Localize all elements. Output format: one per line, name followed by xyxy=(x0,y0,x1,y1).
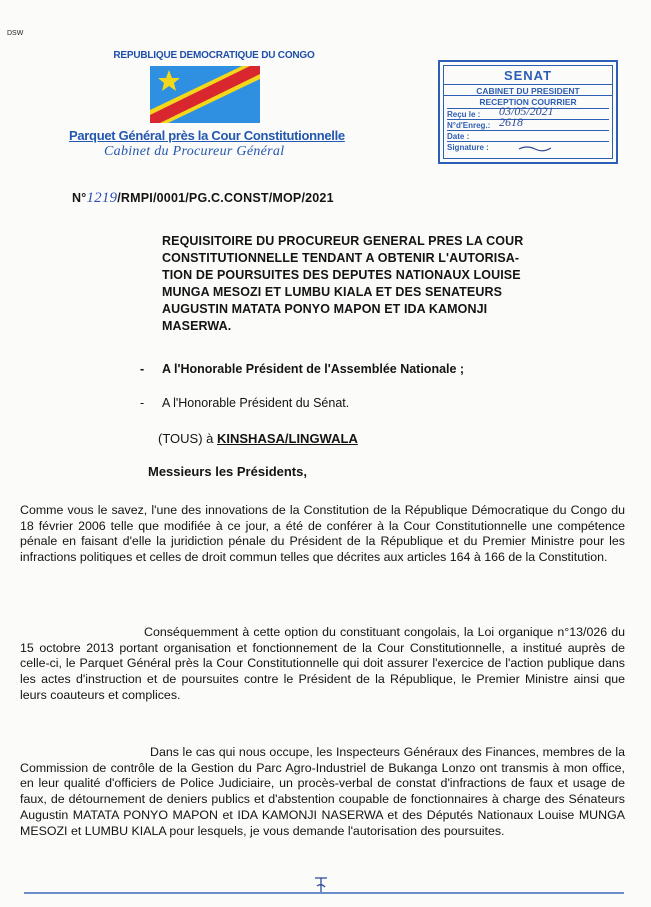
stamp-enreg-value: 2618 xyxy=(499,115,523,129)
signature-scribble-icon xyxy=(517,143,557,153)
addressee-dash: - xyxy=(140,362,145,376)
paragraph-text: Dans le cas qui nous occupe, les Inspecteurs Généraux des Finances, membres de la Commission de contrôle de la Gestion du Parc Agro-Industriel de Bukanga Lonzo ont transmis à mon office, en leur qualité d'officiers de Police Judiciaire, un procès-verbal de constat d'infractions de faux et usage de faux, de détournement de deniers publics et d'abstention coupable de fonctionnaires à charge des Sénateurs Augustin MATATA PONYO MAPON et IDA KAMONJI NASERWA et des Députés Nationaux Louise MUNGA MESOZI et LUMBU KIALA pour lesquels, je vous demande l'autorisation des poursuites. xyxy=(20,745,625,838)
republic-heading: REPUBLIQUE DEMOCRATIQUE DU CONGO xyxy=(113,50,315,61)
addressee-dash: - xyxy=(140,396,145,410)
corner-note: DSW xyxy=(7,30,24,37)
paragraph-3 xyxy=(20,745,625,839)
reference-suffix: /RMPI/0001/PG.C.CONST/MOP/2021 xyxy=(117,191,334,205)
reference-handwritten: 1219 xyxy=(86,190,118,206)
title-line: MASERWA. xyxy=(162,319,232,333)
stamp-signature-row xyxy=(447,141,609,153)
stamp-line-1: CABINET DU PRESIDENT xyxy=(444,84,612,96)
addressee-senat xyxy=(140,396,349,410)
stamp-recu-label: Reçu le : xyxy=(447,110,481,119)
title-line: MUNGA MESOZI ET LUMBU KIALA ET DES SENATEURS xyxy=(162,285,503,299)
stamp-signature-label: Signature : xyxy=(447,143,489,152)
title-line: CONSTITUTIONNELLE TENDANT A OBTENIR L'AUTORISA- xyxy=(162,251,520,265)
stamp-enreg-label: N°d'Enreg.: xyxy=(447,121,491,130)
reference-prefix: N° xyxy=(72,191,87,205)
paragraph-1 xyxy=(20,503,625,566)
tous-line xyxy=(158,431,358,446)
title-line: REQUISITOIRE DU PROCUREUR GENERAL PRES LA COUR xyxy=(162,234,524,248)
addressee-assemblee xyxy=(140,362,464,376)
drc-flag-icon xyxy=(150,66,260,123)
paragraph-text: Conséquemment à cette option du constituant congolais, la Loi organique n°13/026 du 15 octobre 2013 portant organisation et fonctionnement de la Cour Constitutionnelle, a institué auprès de celle-ci, le Parquet Général près la Cour Constitutionnelle qui doit assurer l'exercice de l'action publique dans les actes d'instruction et de poursuites contre le Président de la République, le Premier Ministre ainsi que leurs coauteurs et complices. xyxy=(20,625,625,702)
stamp-title: SENAT xyxy=(503,68,553,83)
salutation: Messieurs les Présidents, xyxy=(148,464,307,479)
paragraph-2 xyxy=(20,625,625,704)
initials-mark-icon xyxy=(312,874,330,894)
stamp-date-label: Date : xyxy=(447,132,470,141)
stamp-line-2: RECEPTION COURRIER xyxy=(444,95,612,107)
title-line: TION DE POURSUITES DES DEPUTES NATIONAUX LOUISE xyxy=(162,268,521,282)
title-line: AUGUSTIN MATATA PONYO MAPON ET IDA KAMONJI xyxy=(162,302,488,316)
senat-reception-stamp xyxy=(438,60,618,164)
tous-place: KINSHASA/LINGWALA xyxy=(217,431,358,446)
cabinet-heading: Cabinet du Procureur Général xyxy=(104,144,285,159)
addressee-text: A l'Honorable Président du Sénat. xyxy=(162,396,350,410)
reference-number xyxy=(72,190,334,207)
addressee-text: A l'Honorable Président de l'Assemblée Nationale ; xyxy=(162,362,465,376)
paragraph-text: Comme vous le savez, l'une des innovations de la Constitution de la République Démocratique du Congo du 18 février 2006 telle que modifiée à ce jour, a été de conférer à la Cour Constitutionnelle une compétence pénale en faisant d'elle la juridiction pénale du Président de la République et du Premier Ministre pour les infractions politiques et celles de droit commun telles que décrites aux articles 164 à 166 de la Constitution. xyxy=(20,503,625,565)
parquet-heading: Parquet Général près la Cour Constitutionnelle xyxy=(69,128,345,143)
tous-prefix: (TOUS) à xyxy=(158,431,217,446)
document-title xyxy=(162,233,627,335)
stamp-recu-value: 03/05/2021 xyxy=(499,104,554,118)
